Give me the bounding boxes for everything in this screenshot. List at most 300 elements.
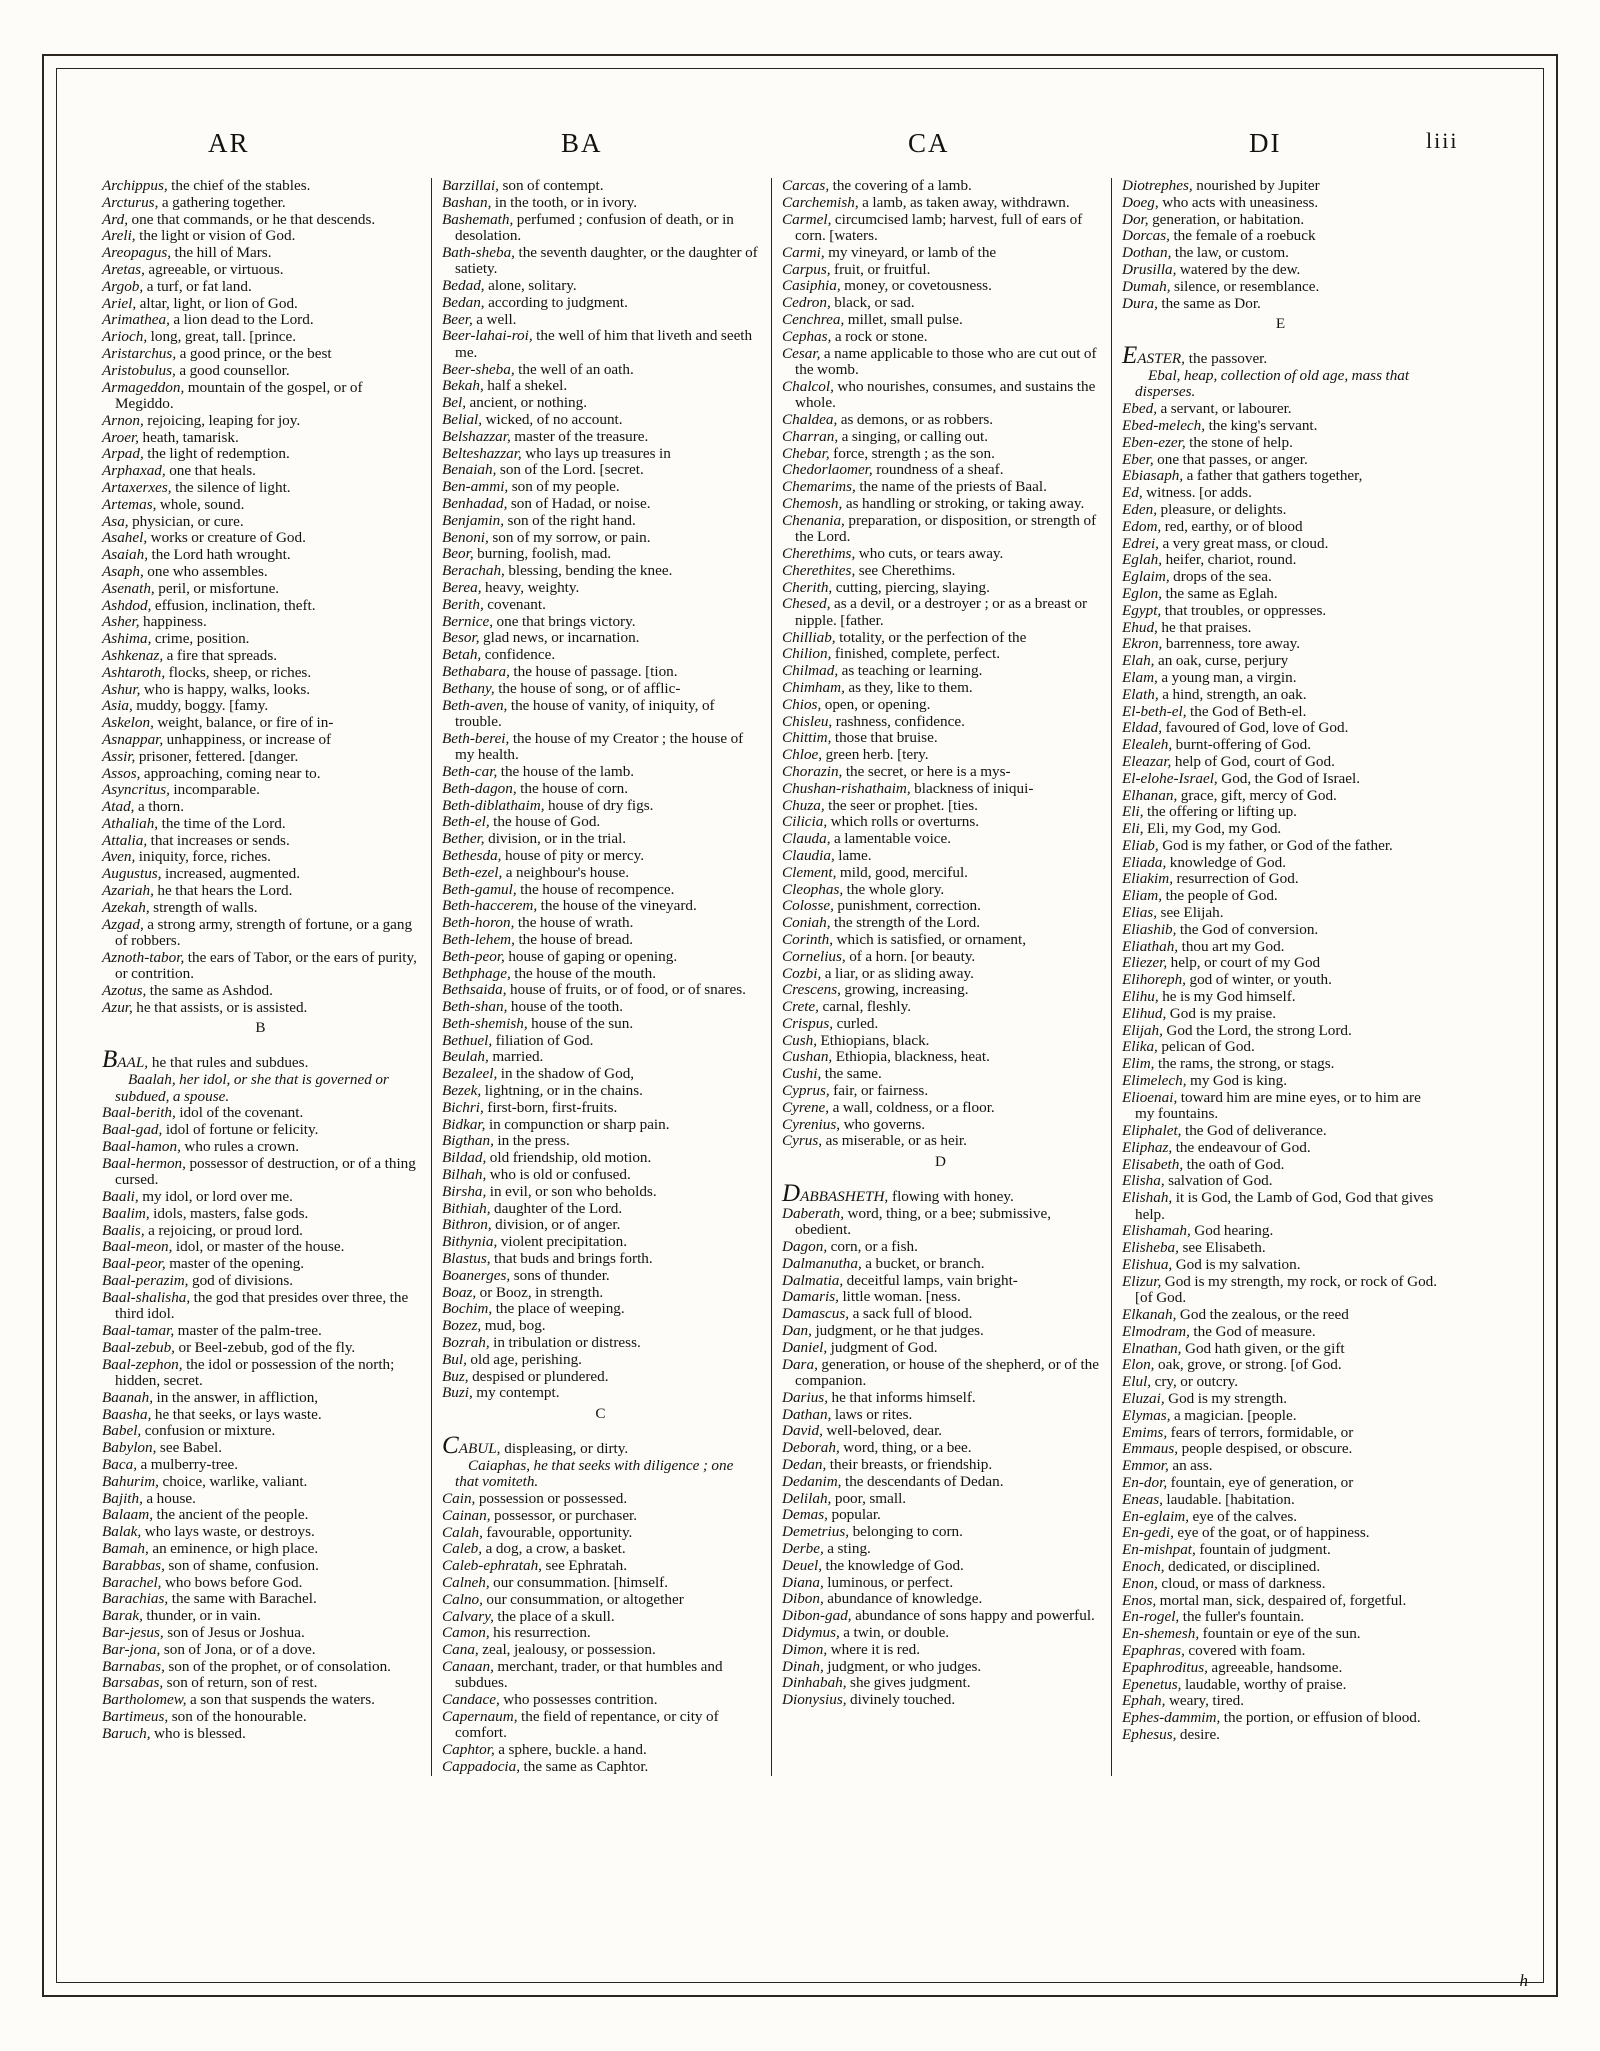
dictionary-entry [442,195,760,211]
col-1 [96,178,426,1776]
dictionary-entry [782,798,1100,814]
dictionary-entry [102,1423,420,1439]
dictionary-entry [782,1608,1100,1624]
entry-definition: punishment, correction. [833,897,981,915]
letter-heading: B [255,1019,267,1037]
entry-definition: a well. [472,310,517,328]
entry-definition: cutting, piercing, slaying. [832,578,990,596]
entry-headword: Cherethims, [782,544,856,562]
entry-definition: the stone of help. [1185,433,1293,451]
dictionary-entry [102,1223,420,1239]
entry-definition: fountain, eye of generation, or [1167,1474,1354,1491]
entry-headword: Damascus, [782,1305,850,1323]
dictionary-entry [1122,1240,1440,1256]
entry-headword: Cappadocia, [442,1757,521,1775]
dictionary-entry [782,1066,1100,1082]
dictionary-entry [1122,972,1440,988]
entry-definition: in the press. [493,1132,570,1150]
dictionary-entry [102,564,420,580]
dictionary-entry [782,663,1100,679]
entry-headword: Calah, [442,1523,483,1541]
dictionary-entry [102,917,420,950]
entry-definition: cloud, or mass of darkness. [1157,1574,1326,1592]
entry-definition: son of return, son of rest. [163,1674,318,1692]
dictionary-entry [782,781,1100,797]
entry-headword: Chorazin, [782,762,843,780]
dictionary-entry [782,1491,1100,1507]
entry-definition: dedicated, or disciplined. [1164,1557,1321,1575]
entry-headword: Dibon-gad, [782,1607,852,1625]
entry-headword: Belial, [442,410,483,428]
dictionary-entry [442,1016,760,1032]
entry-headword: Eleazar, [1122,752,1172,770]
dictionary-entry [1122,1324,1440,1340]
entry-definition: he that praises. [1157,618,1252,636]
entry-headword: Ekron, [1122,635,1163,653]
entry-definition: rashness, confidence. [832,712,965,730]
entry-headword: Bethabara, [442,662,510,680]
dictionary-entry [1122,1307,1440,1323]
entry-definition: well-beloved, dear. [822,1422,943,1440]
entry-definition: God hath given, or the gift [1181,1339,1345,1357]
entry-definition: the seer or prophet. [ties. [824,796,978,814]
entry-headword: Chedorlaomer, [782,461,873,479]
entry-definition: my contempt. [472,1384,560,1402]
entry-headword: Charran, [782,427,839,445]
dictionary-entry [102,380,420,413]
dictionary-entry [102,296,420,312]
entry-headword: Beth-shemish, [442,1014,528,1032]
entry-headword: Bilhah, [442,1166,487,1184]
entry-definition: a rock or stone. [831,327,928,345]
entry-definition: master of the opening. [165,1255,305,1273]
entry-definition: wicked, of no account. [482,410,623,428]
entry-definition: totality, or the perfection of the [835,628,1027,646]
dictionary-entry [442,630,760,646]
entry-headword: Epaphras, [1122,1641,1185,1659]
entry-definition: the idol or possession of the north; hidden, secret. [115,1355,395,1390]
dictionary-entry [1122,855,1440,871]
dictionary-entry [782,714,1100,730]
entry-headword: Bar-jona, [102,1640,161,1658]
dictionary-entry [442,1385,760,1401]
entry-definition: fountain of judgment. [1195,1541,1331,1559]
entry-headword: Bidkar, [442,1115,486,1133]
dictionary-entry [102,749,420,765]
entry-headword: Ebed, [1122,400,1158,418]
entry-definition: who possesses contrition. [499,1691,658,1709]
entry-definition: or Booz, in strength. [476,1283,604,1301]
entry-headword: Barzillai, [442,177,499,194]
entry-definition: a singing, or calling out. [838,427,989,445]
entry-headword: Deborah, [782,1439,840,1457]
entry-definition: word, thing, or a bee; submissive, obedient. [795,1204,1052,1239]
dictionary-entry [102,1407,420,1423]
dictionary-entry [102,1000,420,1016]
entry-headword: Berachah, [442,562,505,580]
entry-definition: a hind, strength, an oak. [1158,685,1307,703]
entry-definition: the chief of the stables. [167,177,311,194]
entry-headword: Elymas, [1122,1406,1171,1424]
column-rule-line [1111,178,1112,1776]
dictionary-entry [442,798,760,814]
entry-headword: Ard, [102,210,129,228]
dictionary-entry [782,1256,1100,1272]
dictionary-entry [102,1541,420,1557]
entry-definition: the God of measure. [1189,1322,1316,1340]
entry-headword: En-gedi, [1122,1524,1174,1542]
entry-headword: Aretas, [102,260,145,278]
entry-headword: Eliathah, [1122,937,1179,955]
entry-headword: Areopagus, [102,244,172,262]
dictionary-entry [1122,296,1440,312]
entry-definition: belonging to corn. [849,1523,963,1541]
entry-definition: burnt-offering of God. [1172,736,1312,754]
entry-definition: laws or rites. [831,1405,913,1423]
dictionary-entry [1122,1710,1440,1726]
entry-definition: deceitful lamps, vain bright- [843,1271,1018,1289]
entry-definition: Eli, my God, my God. [1143,820,1282,838]
entry-definition: word, thing, or a bee. [839,1439,972,1457]
entry-definition: the law, or custom. [1171,244,1289,262]
entry-definition: which is satisfied, or ornament, [833,930,1027,948]
entry-headword: Azariah, [102,882,154,900]
entry-headword: Beth-el, [442,813,490,831]
dictionary-entry [102,900,420,916]
entry-definition: son of my people. [508,478,620,496]
dictionary-entry-drop [442,1432,760,1460]
entry-definition: the well of an oath. [514,360,634,378]
dictionary-entry [102,766,420,782]
entry-definition: the Lord hath wrought. [148,546,291,564]
entry-definition: the people of God. [1162,887,1278,905]
entry-definition: resurrection of God. [1173,870,1299,888]
dictionary-entry [1122,603,1440,619]
entry-definition: circumcised lamb; harvest, full of ears of corn. [waters. [795,210,1083,244]
entry-definition: house of dry figs. [544,796,654,814]
entry-definition: luminous, or perfect. [823,1573,954,1591]
entry-headword: Capernaum, [442,1707,518,1725]
entry-definition: the same as Dor. [1157,294,1261,312]
entry-definition: strength of walls. [149,898,258,916]
entry-headword: Baal-meon, [102,1238,173,1256]
entry-headword: Cainan, [442,1506,491,1524]
dictionary-entry [442,681,760,697]
entry-definition: a son that suspends the waters. [186,1691,375,1709]
entry-headword: Chilliab, [782,628,836,646]
entry-headword: Benoni, [442,528,489,546]
entry-headword: Dumah, [1122,277,1171,295]
entry-definition: who governs. [840,1115,926,1133]
entry-definition: a magician. [people. [1170,1406,1297,1424]
entry-headword: Beth-gamul, [442,880,517,898]
entry-headword: Elimelech, [1122,1072,1187,1090]
entry-definition: the house of corn. [516,779,629,797]
entry-definition: first-born, first-fruits. [483,1098,618,1116]
entry-headword: Bath-sheba, [442,243,515,261]
entry-headword: Areli, [102,227,136,245]
entry-headword: Canaan, [442,1657,494,1675]
entry-headword: Askelon, [102,714,154,732]
dictionary-entry [782,1340,1100,1356]
entry-headword: Cherethites, [782,561,856,579]
dictionary-entry [102,1692,420,1708]
entry-headword: Elmodram, [1122,1322,1190,1340]
dictionary-entry [782,764,1100,780]
entry-headword: Diotrephes, [1122,177,1193,194]
entry-definition: the house of the vineyard. [537,897,697,915]
entry-headword: Chios, [782,695,822,713]
entry-headword: Beer-sheba, [442,360,515,378]
entry-definition: the house of my Creator ; the house of my health. [455,729,744,764]
dictionary-entry [102,1122,420,1138]
entry-definition: one who assembles. [143,562,268,580]
entry-definition: idol, or master of the house. [172,1238,345,1256]
entry-definition: weary, tired. [1165,1692,1244,1710]
entry-definition: growing, increasing. [840,981,969,999]
entry-definition: unhappiness, or increase of [163,730,332,748]
entry-headword: Beth-shan, [442,998,508,1016]
dictionary-entry [102,228,420,244]
entry-definition: idol of fortune or felicity. [162,1121,319,1139]
entry-headword: Aristobulus, [102,361,176,379]
entry-headword: Dibon, [782,1590,824,1608]
entry-definition: the fuller's fountain. [1179,1608,1305,1626]
dictionary-entry [782,278,1100,294]
dictionary-entry [442,1049,760,1065]
entry-definition: our consummation, or altogether [482,1590,684,1608]
entry-headword: Asia, [102,697,133,715]
entry-definition: a wall, coldness, or a floor. [829,1098,995,1116]
entry-headword: Arpad, [102,445,144,463]
entry-definition: altar, light, or lion of God. [136,294,298,312]
entry-definition: fountain or eye of the sun. [1199,1625,1361,1643]
col-4 [1116,178,1446,1776]
dictionary-entry [782,630,1100,646]
entry-definition: the house of song, or of afflic- [494,679,681,697]
entry-definition: an ass. [1168,1457,1213,1475]
dictionary-entry [782,1541,1100,1557]
entry-definition: he that informs himself. [828,1388,976,1406]
entry-definition: master of the treasure. [510,427,649,445]
entry-headword: Azotus, [102,982,147,1000]
entry-definition: the house of the mouth. [510,964,657,982]
dictionary-entry [102,195,420,211]
entry-headword: Cozbi, [782,964,822,982]
dictionary-entry [782,1659,1100,1675]
entry-headword: Caleb-ephratah, [442,1557,542,1575]
entry-headword: Eliam, [1122,887,1163,905]
entry-definition: that troubles, or oppresses. [1161,601,1327,619]
dictionary-entry [782,1524,1100,1540]
dictionary-entry [1122,888,1440,904]
dictionary-entry [1122,1157,1440,1173]
entry-definition: people despised, or obscure. [1178,1440,1353,1458]
entry-headword: Beth-car, [442,762,498,780]
entry-definition: as a devil, or a destroyer ; or as a breast or nipple. [father. [795,595,1088,629]
entry-headword: Elishah, [1122,1189,1173,1207]
entry-headword: Chuza, [782,796,825,814]
dictionary-entry [782,1117,1100,1133]
entry-definition: works or creature of God. [147,529,306,547]
entry-definition: burning, foolish, mad. [473,545,612,563]
dictionary-entry [782,580,1100,596]
entry-headword: Edrei, [1122,534,1159,552]
entry-definition: heavy, weighty. [481,578,580,596]
dictionary-entry [442,882,760,898]
dictionary-entry [442,1335,760,1351]
dictionary-entry [442,898,760,914]
dictionary-entry [442,1609,760,1625]
entry-definition: a gathering together. [158,193,286,211]
dictionary-entry [782,412,1100,428]
dictionary-entry [102,245,420,261]
letter-heading: C [595,1404,607,1422]
entry-headword: Elealeh, [1122,736,1173,754]
dictionary-entry [442,1525,760,1541]
entry-definition: lame. [834,846,872,864]
dictionary-entry [102,1642,420,1658]
signature-mark: h [1519,1971,1528,1990]
entry-headword: Elias, [1122,904,1158,922]
entry-definition: generation, or house of the shepherd, or of the companion. [795,1355,1100,1390]
entry-definition: Ethiopia, blackness, heat. [832,1048,990,1066]
dictionary-entry [1122,1559,1440,1575]
dictionary-entry [442,496,760,512]
entry-headword: Chilmad, [782,662,839,680]
entry-definition: lightning, or in the chains. [481,1082,643,1100]
entry-headword: Enoch, [1122,1557,1165,1575]
entry-definition: a neighbour's house. [502,863,630,881]
dictionary-entry [102,1675,420,1691]
entry-headword: Barachel, [102,1573,162,1591]
entry-headword: Baal-hamon, [102,1138,181,1156]
dictionary-entry [102,430,420,446]
entry-definition: merchant, trader, or that humbles and subdues. [455,1657,723,1692]
dictionary-entry [442,1133,760,1149]
entry-definition: the time of the Lord. [158,814,286,832]
entry-definition: a lamb, as taken away, withdrawn. [858,193,1070,211]
entry-headword: Eber, [1122,450,1154,468]
entry-headword: Dara, [782,1355,818,1373]
entry-headword: Emims, [1122,1423,1168,1441]
entry-headword: Claudia, [782,846,835,864]
entry-headword: Buz, [442,1367,469,1385]
entry-definition: the place of a skull. [493,1607,615,1625]
dictionary-entry [1122,1425,1440,1441]
entry-headword: Boanerges, [442,1266,511,1284]
dictionary-entry-continued [102,1072,420,1105]
entry-definition: the whole glory. [843,880,945,898]
dictionary-entry [442,328,760,361]
entry-definition: an eminence, or high place. [148,1540,319,1558]
entry-definition: favourable, opportunity. [482,1523,633,1541]
entry-headword: Ashtaroth, [102,663,166,681]
dictionary-entry [102,212,420,228]
entry-definition: glad news, or incarnation. [479,629,640,647]
entry-definition: one that passes, or anger. [1153,450,1308,468]
entry-definition: zeal, jealousy, or possession. [478,1641,656,1659]
entry-definition: preparation, or disposition, or strength of the Lord. [795,511,1097,546]
dictionary-entry [1122,1274,1440,1307]
dictionary-entry-drop [102,1046,420,1074]
entry-headword: Atad, [102,798,135,816]
running-head-ba: BA [561,128,603,158]
entry-headword: Arioch, [102,328,148,346]
dictionary-entry [442,1150,760,1166]
entry-definition: God is my father, or God of the father. [1158,836,1393,854]
dictionary-entry [782,479,1100,495]
entry-headword: Azekah, [102,898,150,916]
entry-definition: who lays up treasures in [521,444,671,462]
dictionary-entry [102,530,420,546]
entry-definition: son of Jesus or Joshua. [163,1624,305,1641]
dictionary-entry [442,814,760,830]
dictionary-entry [442,362,760,378]
dictionary-entry [102,1189,420,1205]
entry-headword: Bajith, [102,1489,143,1507]
entry-headword: Caleb, [442,1540,483,1558]
dictionary-entry [1122,502,1440,518]
entry-definition: iniquity, force, riches. [135,848,271,866]
entry-definition: carnal, fleshly. [818,998,912,1016]
entry-headword: Dedan, [782,1456,827,1474]
entry-headword: Ebed-melech, [1122,416,1206,434]
entry-definition: agreeable, or virtuous. [144,260,284,278]
entry-headword: Benjamin, [442,511,505,529]
entry-headword: Bul, [442,1350,467,1368]
dictionary-entry [442,1692,760,1708]
entry-definition: house of fruits, or of food, or of snares. [506,981,746,999]
entry-definition: as miserable, or as heir. [822,1132,967,1150]
entry-headword: Bezaleel, [442,1065,498,1083]
entry-headword: Cenchrea, [782,310,845,328]
column-rule-line [431,178,432,1776]
dictionary-entry [442,1759,760,1775]
entry-definition: crime, position. [151,630,250,648]
entry-text: Ebal, heap, collection of old age, mass that disperses. [1135,366,1410,401]
entry-headword: Asahel, [102,529,148,547]
entry-definition: the God of conversion. [1176,920,1319,938]
dictionary-entry [782,1575,1100,1591]
entry-definition: the endeavour of God. [1172,1138,1311,1156]
dictionary-entry [442,1117,760,1133]
entry-definition: house of the tooth. [507,998,624,1016]
dictionary-entry [102,1524,420,1540]
entry-definition: division, or of anger. [491,1216,621,1234]
entry-definition: he that assists, or is assisted. [132,998,308,1016]
entry-definition: the house of recompence. [516,880,675,898]
entry-definition: son of the right hand. [504,511,636,529]
dictionary-entry [782,446,1100,462]
entry-definition: silence, or resemblance. [1170,277,1320,295]
entry-definition: popular. [827,1506,881,1524]
entry-definition: a sting. [823,1540,871,1558]
entry-definition: corn, or a fish. [827,1238,918,1256]
entry-definition: the God of Beth-el. [1186,702,1307,720]
entry-headword: Edom, [1122,517,1162,535]
entry-definition: a thorn. [134,798,185,816]
entry-headword: Bichri, [442,1098,484,1116]
entry-headword: En-dor, [1122,1474,1168,1491]
entry-definition: eye of the calves. [1189,1507,1298,1525]
entry-headword: Ashdod, [102,596,152,614]
dictionary-entry [782,848,1100,864]
entry-definition: the knowledge of God. [822,1556,964,1574]
dictionary-entry [782,1289,1100,1305]
entry-headword: Egypt, [1122,601,1162,619]
entry-definition: physician, or cure. [128,512,244,530]
